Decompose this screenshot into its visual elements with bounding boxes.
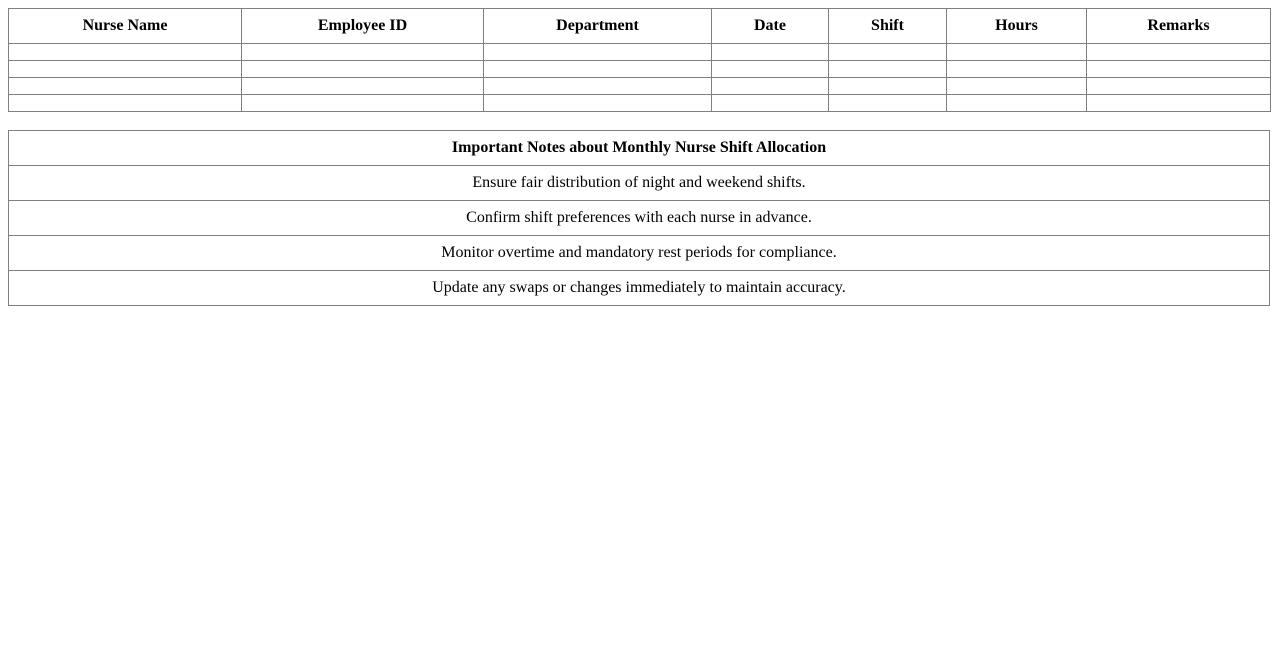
column-header-shift: Shift (829, 9, 947, 44)
table-cell[interactable] (829, 61, 947, 78)
table-cell[interactable] (484, 78, 712, 95)
important-notes-table (8, 130, 1270, 306)
table-cell[interactable] (242, 61, 484, 78)
table-cell[interactable] (947, 78, 1087, 95)
table-cell[interactable] (9, 95, 242, 112)
table-row (9, 78, 1271, 95)
notes-header-row (9, 131, 1270, 166)
table-cell[interactable] (242, 44, 484, 61)
table-cell[interactable] (829, 95, 947, 112)
table-cell[interactable] (242, 95, 484, 112)
column-header-hours: Hours (947, 9, 1087, 44)
note-row (9, 271, 1270, 306)
shift-schedule-table (8, 8, 1271, 112)
table-cell[interactable] (9, 61, 242, 78)
note-row (9, 166, 1270, 201)
table-cell[interactable] (242, 78, 484, 95)
table-cell[interactable] (947, 95, 1087, 112)
table-cell[interactable] (484, 44, 712, 61)
table-row (9, 61, 1271, 78)
table-cell[interactable] (712, 78, 829, 95)
table-header-row (9, 9, 1271, 44)
note-item: Ensure fair distribution of night and weekend shifts. (9, 166, 1270, 201)
table-cell[interactable] (9, 78, 242, 95)
column-header-nurse-name: Nurse Name (9, 9, 242, 44)
table-cell[interactable] (947, 44, 1087, 61)
table-cell[interactable] (9, 44, 242, 61)
table-cell[interactable] (712, 44, 829, 61)
table-row (9, 44, 1271, 61)
table-cell[interactable] (712, 61, 829, 78)
column-header-department: Department (484, 9, 712, 44)
table-cell[interactable] (1087, 95, 1271, 112)
table-cell[interactable] (829, 44, 947, 61)
table-row (9, 95, 1271, 112)
note-row (9, 236, 1270, 271)
notes-title: Important Notes about Monthly Nurse Shift Allocation (9, 131, 1270, 166)
table-cell[interactable] (712, 95, 829, 112)
table-cell[interactable] (829, 78, 947, 95)
table-cell[interactable] (1087, 61, 1271, 78)
column-header-remarks: Remarks (1087, 9, 1271, 44)
note-item: Monitor overtime and mandatory rest periods for compliance. (9, 236, 1270, 271)
table-cell[interactable] (947, 61, 1087, 78)
column-header-employee-id: Employee ID (242, 9, 484, 44)
table-cell[interactable] (484, 61, 712, 78)
note-row (9, 201, 1270, 236)
note-item: Confirm shift preferences with each nurse in advance. (9, 201, 1270, 236)
note-item: Update any swaps or changes immediately to maintain accuracy. (9, 271, 1270, 306)
column-header-date: Date (712, 9, 829, 44)
table-cell[interactable] (1087, 44, 1271, 61)
table-cell[interactable] (484, 95, 712, 112)
table-cell[interactable] (1087, 78, 1271, 95)
